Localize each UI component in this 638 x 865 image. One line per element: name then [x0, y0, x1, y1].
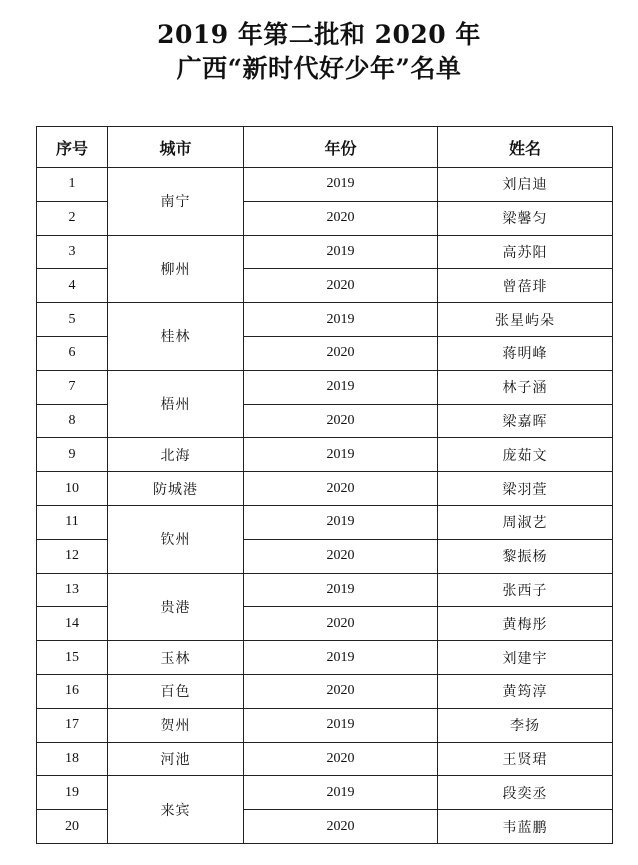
- row-number: 20: [37, 810, 108, 844]
- year-cell: 2019: [244, 708, 438, 742]
- table-row: [37, 370, 613, 404]
- table-row: [37, 573, 613, 607]
- table-row: [37, 674, 613, 708]
- year-cell: 2020: [244, 539, 438, 573]
- table-body: [37, 168, 613, 844]
- city-cell: 北海: [108, 438, 244, 472]
- row-number: 7: [37, 370, 108, 404]
- year-cell: 2020: [244, 607, 438, 641]
- document-title: [0, 18, 638, 86]
- table-row: [37, 235, 613, 269]
- city-cell: 贵港: [108, 573, 244, 641]
- person-name-cell: 周淑艺: [438, 505, 613, 539]
- year-cell: 2019: [244, 235, 438, 269]
- city-cell: 梧州: [108, 370, 244, 438]
- title-line-1: 2019 年第二批和 2020 年: [157, 20, 481, 49]
- person-name-cell: 黄筠淳: [438, 674, 613, 708]
- city-cell: 南宁: [108, 168, 244, 236]
- table-row: [37, 708, 613, 742]
- row-number: 4: [37, 269, 108, 303]
- year-cell: 2019: [244, 573, 438, 607]
- year-cell: 2020: [244, 810, 438, 844]
- person-name-cell: 王贤珺: [438, 742, 613, 776]
- table-row: [37, 303, 613, 337]
- person-name-cell: 梁嘉晖: [438, 404, 613, 438]
- city-cell: 防城港: [108, 472, 244, 506]
- person-name-cell: 梁馨匀: [438, 201, 613, 235]
- year-cell: 2020: [244, 742, 438, 776]
- row-number: 19: [37, 776, 108, 810]
- person-name-cell: 曾蓓琲: [438, 269, 613, 303]
- row-number: 9: [37, 438, 108, 472]
- person-name-cell: 段奕丞: [438, 776, 613, 810]
- year-cell: 2020: [244, 201, 438, 235]
- row-number: 13: [37, 573, 108, 607]
- header-number: 序号: [37, 127, 108, 168]
- person-name-cell: 刘建宇: [438, 641, 613, 675]
- year-cell: 2019: [244, 438, 438, 472]
- year-cell: 2020: [244, 404, 438, 438]
- roster-table: [36, 126, 613, 844]
- person-name-cell: 蒋明峰: [438, 336, 613, 370]
- row-number: 2: [37, 201, 108, 235]
- table-row: [37, 742, 613, 776]
- table-row: [37, 472, 613, 506]
- row-number: 15: [37, 641, 108, 675]
- row-number: 10: [37, 472, 108, 506]
- header-name: 姓名: [438, 127, 613, 168]
- person-name-cell: 张星屿朵: [438, 303, 613, 337]
- row-number: 17: [37, 708, 108, 742]
- year-cell: 2020: [244, 674, 438, 708]
- person-name-cell: 李扬: [438, 708, 613, 742]
- year-cell: 2020: [244, 269, 438, 303]
- person-name-cell: 黄梅彤: [438, 607, 613, 641]
- person-name-cell: 黎振杨: [438, 539, 613, 573]
- header-row: [37, 127, 613, 168]
- row-number: 8: [37, 404, 108, 438]
- year-cell: 2019: [244, 168, 438, 202]
- year-cell: 2020: [244, 336, 438, 370]
- row-number: 3: [37, 235, 108, 269]
- header-city: 城市: [108, 127, 244, 168]
- person-name-cell: 张西子: [438, 573, 613, 607]
- city-cell: 百色: [108, 674, 244, 708]
- city-cell: 桂林: [108, 303, 244, 371]
- city-cell: 河池: [108, 742, 244, 776]
- title-line-2: 广西“新时代好少年”名单: [176, 54, 462, 83]
- header-year: 年份: [244, 127, 438, 168]
- city-cell: 钦州: [108, 505, 244, 573]
- city-cell: 贺州: [108, 708, 244, 742]
- year-cell: 2019: [244, 303, 438, 337]
- city-cell: 柳州: [108, 235, 244, 303]
- person-name-cell: 韦蓝鹏: [438, 810, 613, 844]
- table-row: [37, 438, 613, 472]
- row-number: 18: [37, 742, 108, 776]
- year-cell: 2019: [244, 370, 438, 404]
- row-number: 16: [37, 674, 108, 708]
- person-name-cell: 高苏阳: [438, 235, 613, 269]
- person-name-cell: 庞茹文: [438, 438, 613, 472]
- row-number: 6: [37, 336, 108, 370]
- year-cell: 2019: [244, 505, 438, 539]
- row-number: 11: [37, 505, 108, 539]
- row-number: 12: [37, 539, 108, 573]
- person-name-cell: 林子涵: [438, 370, 613, 404]
- person-name-cell: 梁羽萱: [438, 472, 613, 506]
- table-row: [37, 168, 613, 202]
- table-row: [37, 641, 613, 675]
- person-name-cell: 刘启迪: [438, 168, 613, 202]
- year-cell: 2019: [244, 776, 438, 810]
- year-cell: 2020: [244, 472, 438, 506]
- city-cell: 来宾: [108, 776, 244, 844]
- row-number: 14: [37, 607, 108, 641]
- row-number: 5: [37, 303, 108, 337]
- table-row: [37, 776, 613, 810]
- city-cell: 玉林: [108, 641, 244, 675]
- year-cell: 2019: [244, 641, 438, 675]
- table-row: [37, 505, 613, 539]
- row-number: 1: [37, 168, 108, 202]
